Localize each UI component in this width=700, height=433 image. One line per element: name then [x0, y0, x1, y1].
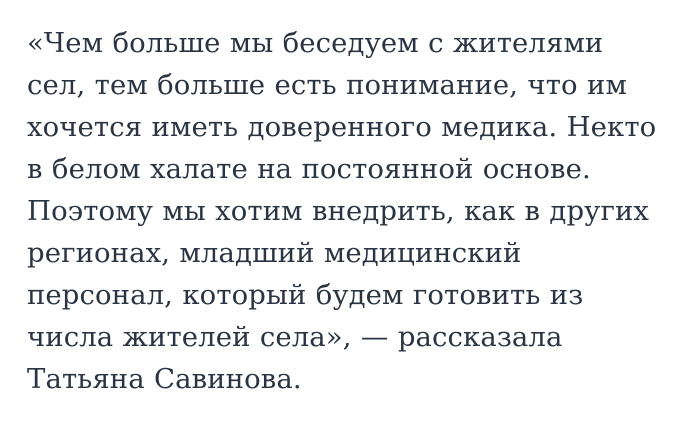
quote-text: «Чем больше мы беседуем с жителями сел, тем больше есть понимание, что им хочется иметь доверенного медика. Некто в белом халате на постоянной основе. Поэтому мы хотим внедрить, как в других регионах, младший медицинский персонал, который будем готовить из числа жителей села», — рассказала Татьяна Савинова.	[27, 27, 666, 395]
